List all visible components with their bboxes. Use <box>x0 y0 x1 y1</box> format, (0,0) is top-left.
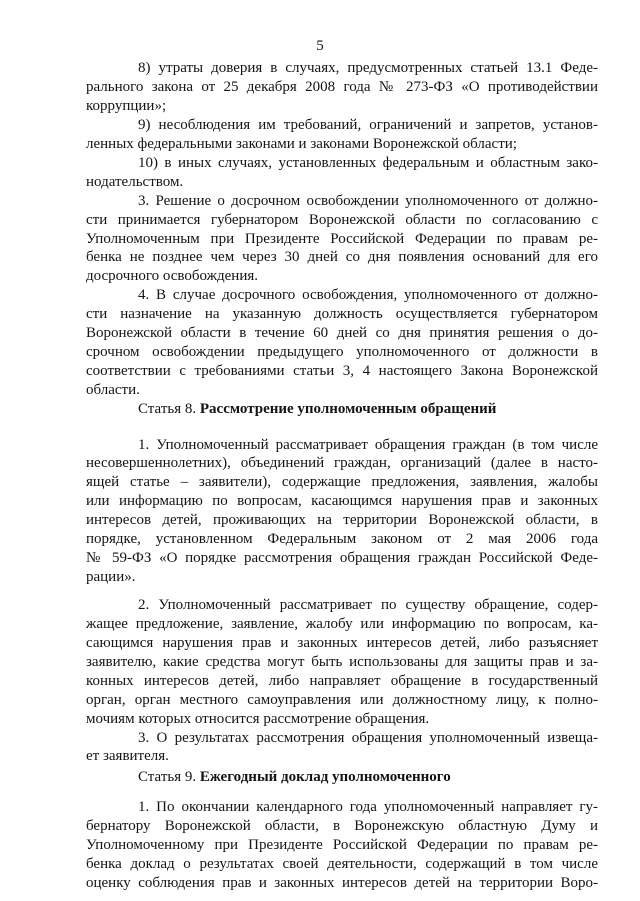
article-title: Рассмотрение уполномоченным обращений <box>199 401 497 417</box>
article-heading <box>138 399 496 419</box>
text-line: Воронежской области в течение 60 дней со дня принятия решения о до- <box>86 325 598 341</box>
text-line: интересов детей, проживающих на территории Воронежской области, в <box>86 512 598 528</box>
text-line: жащее предложение, заявление, жалобу или информацию по вопросам, ка- <box>86 616 598 632</box>
article-heading <box>138 767 451 787</box>
text-line: орган, орган местного самоуправления или должностному лицу, к полно- <box>86 692 598 708</box>
text-line: 3. О результатах рассмотрения обращения уполномоченный извеща- <box>138 730 598 746</box>
text-line: 2. Уполномоченный рассматривает по существу обращение, содер- <box>138 597 598 613</box>
text-line: сти принимается губернатором Воронежской области по согласованию с <box>86 212 598 228</box>
text-line: срочном освобождении предыдущего уполномоченного от должности в <box>86 344 598 360</box>
text-line: бенка доклад о результатах своей деятельности, содержащий в том числе <box>86 856 598 872</box>
text-line: ящей статье – заявители), содержащие предложения, заявления, жалобы <box>86 474 598 490</box>
text-line: мочиям которых относится рассмотрение обращения. <box>86 711 430 727</box>
text-line: сти назначение на указанную должность осуществляется губернатором <box>86 306 598 322</box>
text-line: оценку соблюдения прав и законных интересов детей на территории Воро- <box>86 875 598 891</box>
text-line: рации». <box>86 569 136 585</box>
text-line: 4. В случае досрочного освобождения, уполномоченного от должно- <box>138 287 598 303</box>
text-line: конных интересов детей, либо направляет обращение в государственный <box>86 673 598 689</box>
article-number: Статья 8. <box>138 401 200 417</box>
text-line: порядке, установленном Федеральным законом от 2 мая 2006 года <box>86 531 598 547</box>
text-line: коррупции»; <box>86 98 167 114</box>
text-line: или информацию по вопросам, касающимся нарушения прав и законных <box>86 493 598 509</box>
text-line: сающимся нарушения прав и законных интересов детей, либо разъясняет <box>86 635 598 651</box>
text-line: № 59-ФЗ «О порядке рассмотрения обращения граждан Российской Феде- <box>86 550 598 566</box>
text-line: соответствии с требованиями статьи 3, 4 настоящего Закона Воронежской <box>86 363 598 379</box>
text-line: 10) в иных случаях, установленных федеральным и областным зако- <box>138 155 598 171</box>
text-line: досрочного освобождения. <box>86 268 259 284</box>
text-line: бенка не позднее чем через 30 дней со дня появления оснований для его <box>86 249 598 265</box>
text-line: области. <box>86 382 140 398</box>
text-line: заявителю, какие средства могут быть использованы для защиты прав и за- <box>86 654 598 670</box>
text-line: ет заявителя. <box>86 748 169 764</box>
text-line: 1. Уполномоченный рассматривает обращения граждан (в том числе <box>138 437 598 453</box>
text-line: нодательством. <box>86 174 184 190</box>
text-line: 8) утраты доверия в случаях, предусмотренных статьей 13.1 Феде- <box>138 60 598 76</box>
text-line: 3. Решение о досрочном освобождении уполномоченного от должно- <box>138 193 598 209</box>
page-number: 5 <box>316 38 324 54</box>
text-line: 9) несоблюдения им требований, ограничений и запретов, установ- <box>138 117 598 133</box>
article-title: Ежегодный доклад уполномоченного <box>199 769 451 785</box>
article-number: Статья 9. <box>138 769 200 785</box>
text-line: рального закона от 25 декабря 2008 года № 273-ФЗ «О противодействии <box>86 79 598 95</box>
text-line: 1. По окончании календарного года уполномоченный направляет гу- <box>138 799 598 815</box>
text-line: Уполномоченным при Президенте Российской Федерации по правам ре- <box>86 231 598 247</box>
text-line: несовершеннолетних), объединений граждан, организаций (далее в насто- <box>86 455 598 471</box>
text-line: Уполномоченному при Президенте Российской Федерации по правам ре- <box>86 837 598 853</box>
text-line: ленных федеральными законами и законами Воронежской области; <box>86 136 517 152</box>
text-line: бернатору Воронежской области, в Воронежскую областную Думу и <box>86 818 598 834</box>
